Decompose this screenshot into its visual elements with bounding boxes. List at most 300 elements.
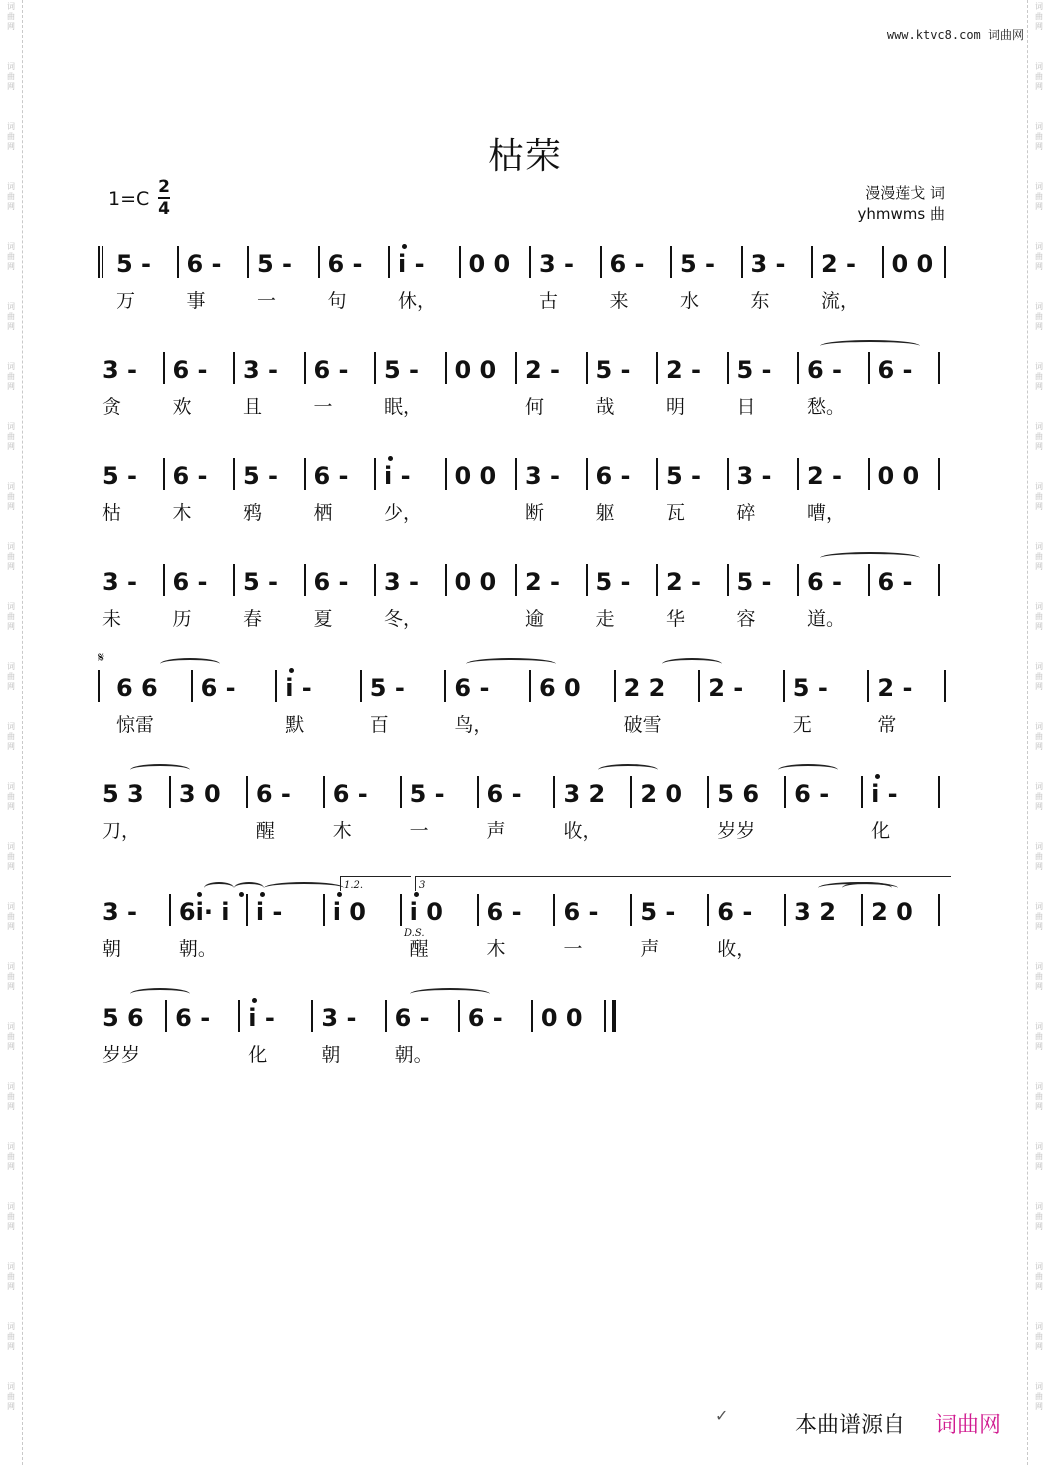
barline: [515, 458, 517, 490]
barline: [163, 564, 165, 596]
footer-brand[interactable]: 词曲网: [935, 1413, 1002, 1438]
barline: [275, 670, 277, 702]
note-measure: i -: [255, 898, 283, 926]
barline: [191, 670, 193, 702]
lyric: 醒: [409, 938, 429, 960]
octave-dot: [388, 456, 393, 461]
lyric: 古: [539, 290, 559, 312]
barline: [385, 1000, 387, 1032]
watermark-text: 词 曲 网: [1035, 602, 1043, 631]
watermark-text: 词 曲 网: [7, 422, 15, 451]
watermark-text: 词 曲 网: [1035, 1142, 1043, 1171]
barline: [531, 1000, 533, 1032]
lyric: 少，: [384, 502, 423, 524]
barline: [727, 564, 729, 596]
watermark-text: 词 曲 网: [7, 1142, 15, 1171]
barline: [586, 564, 588, 596]
lyric: 流，: [821, 290, 860, 312]
barline: [177, 246, 179, 278]
watermark-text: 词 曲 网: [7, 1082, 15, 1111]
note-measure: 5 -: [369, 674, 405, 702]
note-measure: 6i· i: [178, 898, 230, 926]
barline: [323, 776, 325, 808]
note-measure: 3 -: [321, 1004, 357, 1032]
barline: [797, 352, 799, 384]
note-measure: 0 0: [468, 250, 511, 278]
lyric: 且: [243, 396, 263, 418]
barline: [630, 776, 632, 808]
note-measure: 6 -: [595, 462, 631, 490]
watermark-text: 词 曲 网: [1035, 1382, 1043, 1411]
note-measure: 6 -: [807, 356, 843, 384]
barline: [938, 458, 940, 490]
barline: [98, 670, 100, 702]
watermark-text: 词 曲 网: [7, 962, 15, 991]
barline: [656, 458, 658, 490]
watermark-text: 词 曲 网: [1035, 2, 1043, 31]
note-measure: i -: [398, 250, 425, 278]
barline: [98, 246, 100, 278]
note-measure: 2 -: [666, 568, 702, 596]
barline: [797, 458, 799, 490]
watermark-text: 词 曲 网: [7, 62, 15, 91]
barline: [604, 1000, 606, 1032]
watermark-text: 词 曲 网: [7, 902, 15, 931]
barline: [374, 458, 376, 490]
note-measure: 6 -: [467, 1004, 503, 1032]
lyric: 事: [186, 290, 206, 312]
watermark-text: 词 曲 网: [1035, 1022, 1043, 1051]
barline: [459, 246, 461, 278]
lyric: 破雪: [623, 714, 662, 736]
volta-label-3: 3: [419, 880, 426, 891]
barline: [784, 894, 786, 926]
barline: [784, 776, 786, 808]
lyric: 休，: [398, 290, 437, 312]
note-measure: 0 0: [454, 568, 497, 596]
watermark-text: 词 曲 网: [1035, 1202, 1043, 1231]
slur-arc: [820, 340, 920, 352]
barline: [529, 246, 531, 278]
note-measure: 2 2: [623, 674, 666, 702]
lyric: 欢: [172, 396, 192, 418]
barline: [656, 352, 658, 384]
watermark-text: 词 曲 网: [7, 302, 15, 331]
barline: [233, 458, 235, 490]
barline: [867, 670, 869, 702]
watermark-text: 词 曲 网: [1035, 542, 1043, 571]
barline: [163, 458, 165, 490]
lyric: 万: [116, 290, 136, 312]
note-measure: 5 -: [792, 674, 828, 702]
octave-dot: [252, 998, 257, 1003]
lyric: 哉: [595, 396, 615, 418]
lyric: 眠，: [384, 396, 423, 418]
watermark-text: 词 曲 网: [7, 2, 15, 31]
slur-arc: [662, 658, 722, 670]
watermark-text: 词 曲 网: [7, 782, 15, 811]
note-measure: 6 -: [172, 568, 208, 596]
watermark-text: 词 曲 网: [7, 182, 15, 211]
watermark-text: 词 曲 网: [7, 1382, 15, 1411]
barline: [944, 670, 946, 702]
barline: [553, 776, 555, 808]
lyric: 刀，: [102, 820, 141, 842]
barline: [656, 564, 658, 596]
note-measure: 3 -: [243, 356, 279, 384]
lyric: 声: [640, 938, 660, 960]
note-measure: 2 0: [871, 898, 913, 926]
barline: [246, 894, 248, 926]
note-measure: 5 -: [736, 568, 772, 596]
watermark-text: 词 曲 网: [1035, 122, 1043, 151]
note-measure: i -: [285, 674, 312, 702]
barline: [169, 894, 171, 926]
note-measure: 6 -: [717, 898, 753, 926]
barline: [944, 246, 946, 278]
lyric: 一: [313, 396, 333, 418]
note-measure: 6 -: [313, 356, 349, 384]
note-measure: 3 -: [539, 250, 575, 278]
lyric: 鸟，: [454, 714, 493, 736]
note-measure: 6 -: [175, 1004, 211, 1032]
barline: [586, 458, 588, 490]
watermark-text: 词 曲 网: [1035, 722, 1043, 751]
lyric: 无: [792, 714, 812, 736]
watermark-text: 词 曲 网: [7, 482, 15, 511]
lyric: 东: [750, 290, 770, 312]
barline: [586, 352, 588, 384]
note-measure: 6 -: [563, 898, 599, 926]
lyric: 断: [525, 502, 545, 524]
slur-arc: [820, 552, 920, 564]
note-measure: i 0: [409, 898, 443, 926]
note-measure: 5 -: [243, 568, 279, 596]
lyric: 朝。: [394, 1044, 433, 1066]
barline: [707, 894, 709, 926]
barline: [311, 1000, 313, 1032]
note-measure: 3 -: [750, 250, 786, 278]
barline: [938, 352, 940, 384]
barline: [388, 246, 390, 278]
watermark-text: 词 曲 网: [1035, 1322, 1043, 1351]
note-measure: 6 -: [609, 250, 645, 278]
lyric: 朝: [321, 1044, 341, 1066]
barline: [374, 564, 376, 596]
note-measure: 6 -: [454, 674, 490, 702]
footer-mark: ✓: [715, 1406, 729, 1425]
note-measure: 5 -: [116, 250, 152, 278]
song-title: 枯荣: [487, 136, 562, 177]
slur-arc: [466, 658, 556, 670]
watermark-text: 词 曲 网: [1035, 362, 1043, 391]
note-measure: 6 -: [486, 780, 522, 808]
note-measure: 5 6: [102, 1004, 144, 1032]
note-measure: 5 -: [384, 356, 420, 384]
barline: [515, 352, 517, 384]
lyric: 岁岁: [102, 1044, 141, 1066]
barline: [783, 670, 785, 702]
lyric: 历: [172, 608, 192, 630]
lyricist-credit: 漫漫莲戈 词: [865, 184, 945, 202]
left-watermark-strip: [0, 0, 23, 1465]
barline: [868, 352, 870, 384]
note-measure: i 0: [332, 898, 366, 926]
watermark-text: 词 曲 网: [7, 662, 15, 691]
note-measure: 6 -: [313, 462, 349, 490]
slur-arc: [234, 882, 264, 894]
lyric: 碎: [736, 502, 756, 524]
barline: [163, 352, 165, 384]
barline: [882, 246, 884, 278]
note-measure: i -: [384, 462, 411, 490]
barline: [600, 246, 602, 278]
watermark-text: 词 曲 网: [7, 722, 15, 751]
slur-arc: [598, 764, 658, 776]
lyric: 华: [666, 608, 686, 630]
ds-mark: D.S.: [404, 928, 425, 939]
barline: [707, 776, 709, 808]
barline: [797, 564, 799, 596]
lyric: 一: [563, 938, 583, 960]
watermark-text: 词 曲 网: [7, 542, 15, 571]
barline: [727, 458, 729, 490]
note-measure: 2 -: [525, 568, 561, 596]
lyric: 容: [736, 608, 756, 630]
lyric: 默: [285, 714, 305, 736]
barline: [360, 670, 362, 702]
notes-line: [98, 454, 954, 494]
watermark-text: 词 曲 网: [1035, 482, 1043, 511]
watermark-text: 词 曲 网: [1035, 1082, 1043, 1111]
note-measure: 0 0: [454, 356, 497, 384]
octave-dot: [402, 244, 407, 249]
barline: [811, 246, 813, 278]
slur-arc: [204, 882, 234, 894]
right-watermark-strip: [1027, 0, 1050, 1465]
watermark-text: 词 曲 网: [1035, 422, 1043, 451]
barline: [614, 670, 616, 702]
note-measure: 5 -: [595, 356, 631, 384]
lyric: 句: [327, 290, 347, 312]
barline: [238, 1000, 240, 1032]
barline: [477, 776, 479, 808]
note-measure: 6 -: [877, 356, 913, 384]
note-measure: 6 -: [877, 568, 913, 596]
note-measure: 6 -: [172, 462, 208, 490]
note-measure: 0 0: [454, 462, 497, 490]
lyric: 嘈，: [807, 502, 846, 524]
note-measure: 5 -: [666, 462, 702, 490]
note-measure: 2 -: [821, 250, 857, 278]
note-measure: 6 -: [327, 250, 363, 278]
barline: [529, 670, 531, 702]
key-signature: [108, 177, 170, 219]
note-measure: 3 -: [384, 568, 420, 596]
note-measure: 0 0: [540, 1004, 583, 1032]
note-measure: 3 2: [794, 898, 836, 926]
lyric: 木: [486, 938, 506, 960]
volta-label-12: 1.2.: [344, 880, 364, 891]
note-measure: 5 -: [640, 898, 676, 926]
lyric: 惊雷: [116, 714, 155, 736]
barline: [318, 246, 320, 278]
site-url[interactable]: www.ktvc8.com 词曲网: [886, 28, 1024, 42]
notes-line: [98, 666, 954, 706]
watermark-text: 词 曲 网: [1035, 662, 1043, 691]
notes-line: [98, 890, 954, 930]
lyric: 逾: [525, 608, 545, 630]
note-measure: 6 -: [486, 898, 522, 926]
key-label: 1=C: [108, 188, 150, 210]
watermark-text: 词 曲 网: [1035, 1262, 1043, 1291]
slur-arc: [130, 764, 190, 776]
barline: [553, 894, 555, 926]
lyric: 收，: [717, 938, 756, 960]
barline: [741, 246, 743, 278]
barline: [233, 352, 235, 384]
slur-arc: [410, 988, 490, 1000]
lyric: 一: [409, 820, 429, 842]
barline: [400, 776, 402, 808]
watermark-text: 词 曲 网: [7, 1262, 15, 1291]
note-measure: 6 -: [394, 1004, 430, 1032]
note-measure: 3 0: [178, 780, 221, 808]
barline: [515, 564, 517, 596]
lyric: 一: [257, 290, 277, 312]
note-measure: 6 -: [332, 780, 368, 808]
note-measure: i -: [871, 780, 898, 808]
lyric: 岁岁: [717, 820, 756, 842]
note-measure: 5 -: [680, 250, 716, 278]
barline: [304, 458, 306, 490]
barline: [323, 894, 325, 926]
note-measure: 5 3: [102, 780, 144, 808]
note-measure: 3 -: [525, 462, 561, 490]
note-measure: 2 0: [640, 780, 683, 808]
lyric: 未: [102, 608, 122, 630]
lyric: 醒: [255, 820, 275, 842]
watermark-text: 词 曲 网: [7, 362, 15, 391]
barline: [233, 564, 235, 596]
note-measure: 3 -: [102, 898, 138, 926]
barline: [102, 246, 103, 278]
note-measure: 3 -: [102, 356, 138, 384]
barline: [868, 564, 870, 596]
note-measure: 6 -: [255, 780, 291, 808]
note-measure: 5 -: [409, 780, 445, 808]
footer-source-label: 本曲谱源自: [795, 1413, 906, 1438]
barline: [938, 894, 940, 926]
barline: [247, 246, 249, 278]
time-top: 2: [158, 177, 170, 197]
lyric: 化: [871, 820, 891, 842]
barline: [169, 776, 171, 808]
barline: [445, 458, 447, 490]
barline: [727, 352, 729, 384]
note-measure: 5 6: [717, 780, 760, 808]
watermark-text: 词 曲 网: [7, 1322, 15, 1351]
octave-dot: [414, 892, 419, 897]
barline: [861, 894, 863, 926]
lyric: 水: [680, 290, 700, 312]
barline: [445, 564, 447, 596]
barline: [938, 564, 940, 596]
barline: [861, 776, 863, 808]
watermark-text: 词 曲 网: [7, 122, 15, 151]
note-measure: 6 -: [172, 356, 208, 384]
lyric: 常: [877, 714, 897, 736]
lyric: 收，: [563, 820, 602, 842]
watermark-text: 词 曲 网: [1035, 782, 1043, 811]
final-barline: [612, 1000, 616, 1032]
watermark-text: 词 曲 网: [1035, 302, 1043, 331]
notes-line: [98, 348, 954, 388]
note-measure: 5 -: [736, 356, 772, 384]
note-measure: 3 -: [102, 568, 138, 596]
note-measure: 0 0: [877, 462, 920, 490]
lyric: 春: [243, 608, 263, 630]
barline: [304, 564, 306, 596]
note-measure: 2 -: [666, 356, 702, 384]
barline: [630, 894, 632, 926]
barline: [165, 1000, 167, 1032]
note-measure: 3 2: [563, 780, 606, 808]
barline: [868, 458, 870, 490]
watermark-text: 词 曲 网: [1035, 182, 1043, 211]
slur-arc: [160, 658, 220, 670]
notes-line: [98, 772, 954, 812]
watermark-text: 词 曲 网: [7, 842, 15, 871]
note-measure: 2 -: [525, 356, 561, 384]
slur-arc: [778, 764, 838, 776]
slur-arc: [130, 988, 190, 1000]
note-measure: i -: [248, 1004, 275, 1032]
note-measure: 6 -: [313, 568, 349, 596]
lyric: 走: [595, 608, 615, 630]
lyric: 化: [248, 1044, 268, 1066]
lyric: 明: [666, 396, 686, 418]
note-measure: 6 -: [200, 674, 236, 702]
barline: [304, 352, 306, 384]
note-measure: 2 -: [807, 462, 843, 490]
lyric: 朝: [102, 938, 122, 960]
watermark-text: 词 曲 网: [7, 242, 15, 271]
lyric: 枯: [102, 502, 122, 524]
note-measure: 6 -: [794, 780, 830, 808]
lyric: 木: [332, 820, 352, 842]
note-measure: 6 6: [116, 674, 158, 702]
time-bottom: 4: [158, 199, 170, 219]
barline: [444, 670, 446, 702]
notes-line: [98, 242, 954, 282]
barline: [698, 670, 700, 702]
note-measure: 3 -: [736, 462, 772, 490]
lyric: 贪: [102, 396, 122, 418]
octave-dot: [289, 668, 294, 673]
lyric: 栖: [313, 502, 333, 524]
barline: [670, 246, 672, 278]
lyric: 朝。: [178, 938, 217, 960]
note-measure: 6 0: [539, 674, 581, 702]
octave-dot: [875, 774, 880, 779]
note-measure: 6 -: [186, 250, 222, 278]
lyric: 木: [172, 502, 192, 524]
watermark-text: 词 曲 网: [1035, 902, 1043, 931]
slur-arc: [264, 882, 344, 894]
lyric: 瓦: [666, 502, 686, 524]
lyric: 愁。: [807, 396, 846, 418]
